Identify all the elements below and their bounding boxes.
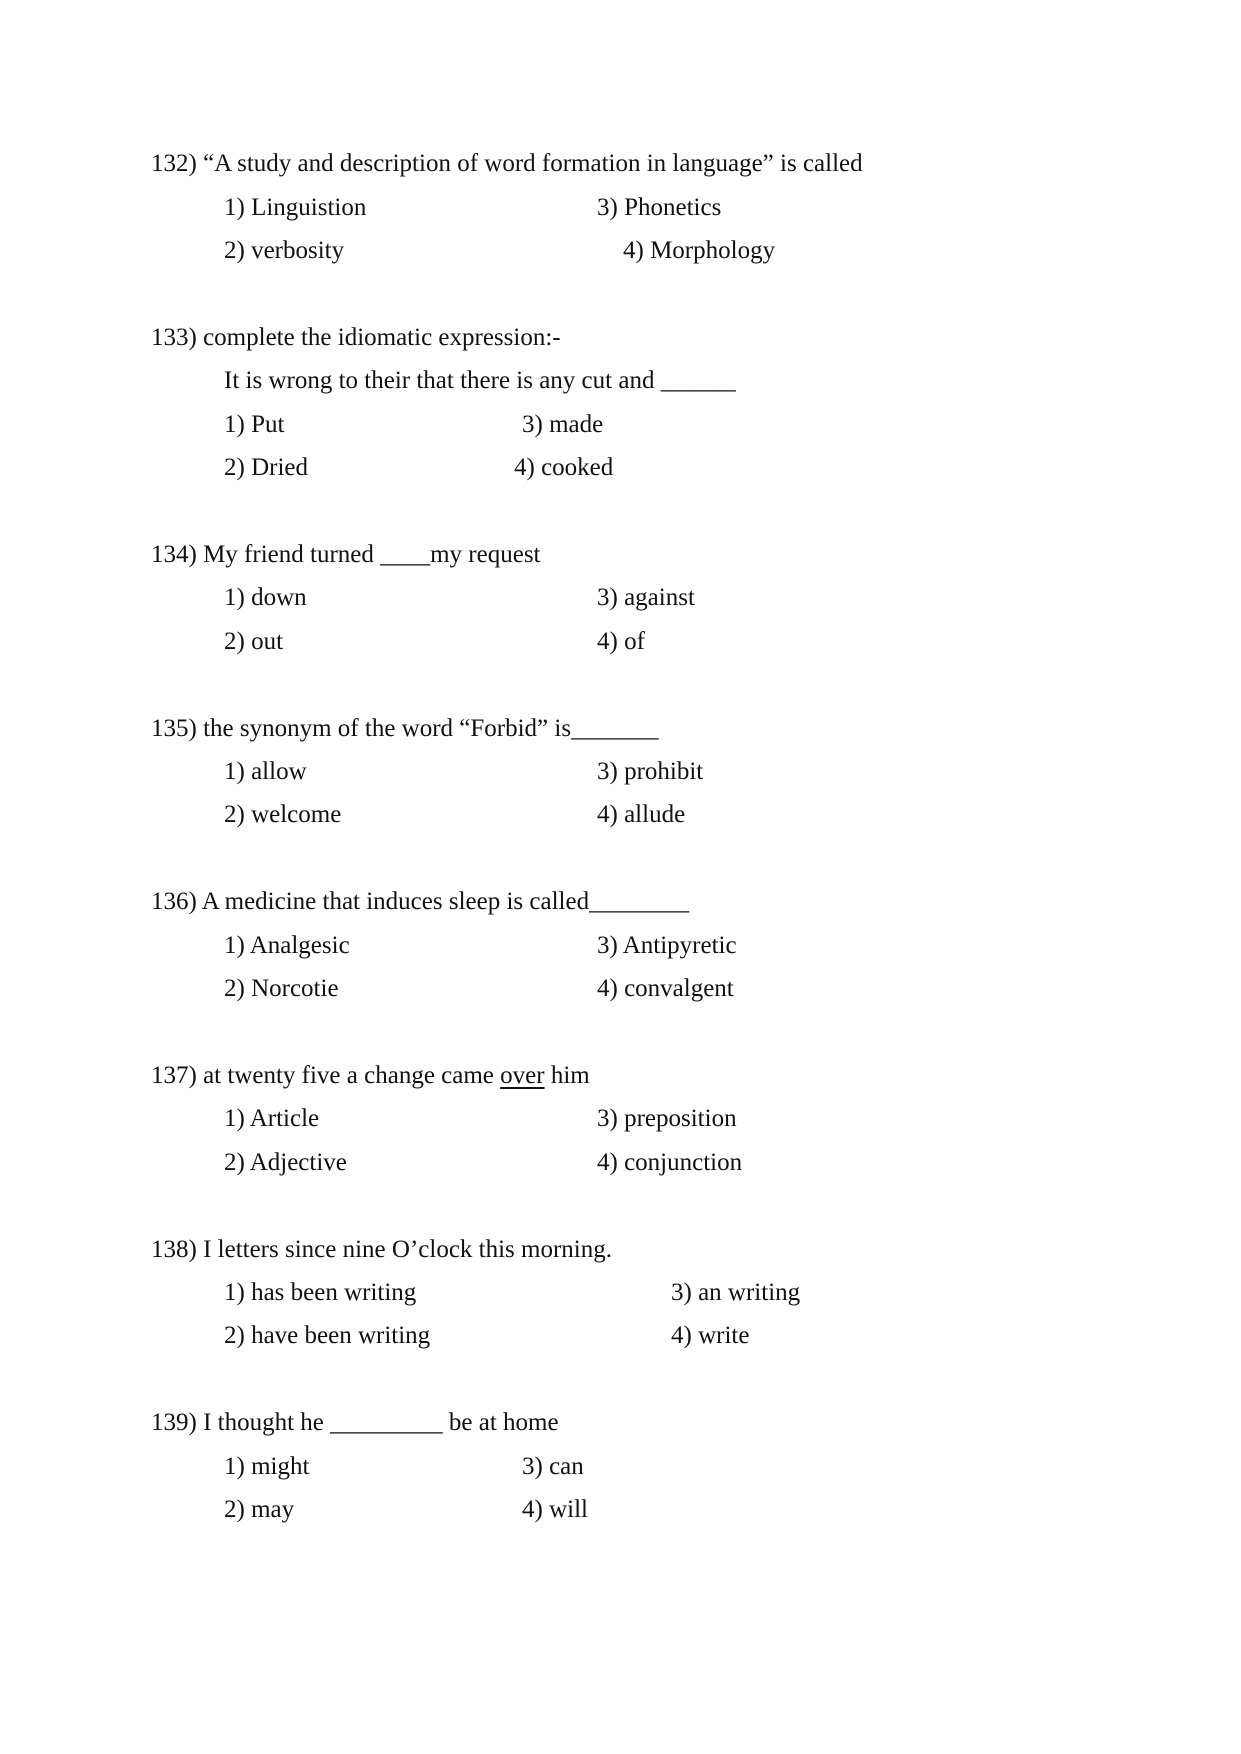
question-139-option-4: 4) will [522, 1496, 588, 1523]
question-136-option-3: 3) Antipyretic [597, 932, 737, 959]
question-137-option-3: 3) preposition [597, 1105, 737, 1132]
question-137-option-1: 1) Article [224, 1105, 320, 1132]
question-137-underlined-word: over [500, 1062, 545, 1089]
question-139-option-1: 1) might [224, 1453, 310, 1480]
question-134-option-2: 2) out [224, 628, 284, 655]
question-137-stem [151, 1063, 590, 1088]
question-134-option-4: 4) of [597, 628, 645, 655]
question-136-option-4: 4) convalgent [597, 975, 734, 1002]
question-133-stem: 133) complete the idiomatic expression:- [151, 324, 561, 351]
question-138-option-1: 1) has been writing [224, 1279, 417, 1306]
question-133-option-2: 2) Dried [224, 454, 308, 481]
question-134-option-3: 3) against [597, 584, 695, 611]
question-132-option-3: 3) Phonetics [597, 194, 722, 221]
question-135-option-1: 1) allow [224, 758, 307, 785]
question-136-stem: 136) A medicine that induces sleep is called________ [151, 888, 690, 915]
question-138-option-4: 4) write [671, 1322, 750, 1349]
question-136-option-2: 2) Norcotie [224, 975, 339, 1002]
question-135-stem: 135) the synonym of the word “Forbid” is_______ [151, 715, 659, 742]
question-133-option-1: 1) Put [224, 411, 285, 438]
question-139-stem: 139) I thought he _________ be at home [151, 1409, 559, 1436]
question-137-option-2: 2) Adjective [224, 1149, 347, 1176]
question-138-stem: 138) I letters since nine O’clock this morning. [151, 1236, 612, 1263]
question-137-stem-after: him [544, 1062, 590, 1089]
question-133-option-3: 3) made [522, 411, 604, 438]
question-135-option-3: 3) prohibit [597, 758, 704, 785]
question-132-option-1: 1) Linguistion [224, 194, 367, 221]
question-133-option-4: 4) cooked [514, 454, 614, 481]
question-139-option-2: 2) may [224, 1496, 295, 1523]
question-135-option-2: 2) welcome [224, 801, 342, 828]
question-134-stem: 134) My friend turned ____my request [151, 541, 541, 568]
question-135-option-4: 4) allude [597, 801, 686, 828]
question-137-option-4: 4) conjunction [597, 1149, 743, 1176]
question-139-option-3: 3) can [522, 1453, 584, 1480]
question-137-stem-before: 137) at twenty five a change came [151, 1062, 501, 1089]
question-132-option-4: 4) Morphology [623, 237, 776, 264]
question-138-option-3: 3) an writing [671, 1279, 801, 1306]
question-133-sentence: It is wrong to their that there is any cut and ______ [224, 367, 736, 394]
question-134-option-1: 1) down [224, 584, 307, 611]
question-136-option-1: 1) Analgesic [224, 932, 350, 959]
question-132-stem: 132) “A study and description of word formation in language” is called [151, 150, 863, 177]
question-132-option-2: 2) verbosity [224, 237, 345, 264]
question-138-option-2: 2) have been writing [224, 1322, 431, 1349]
